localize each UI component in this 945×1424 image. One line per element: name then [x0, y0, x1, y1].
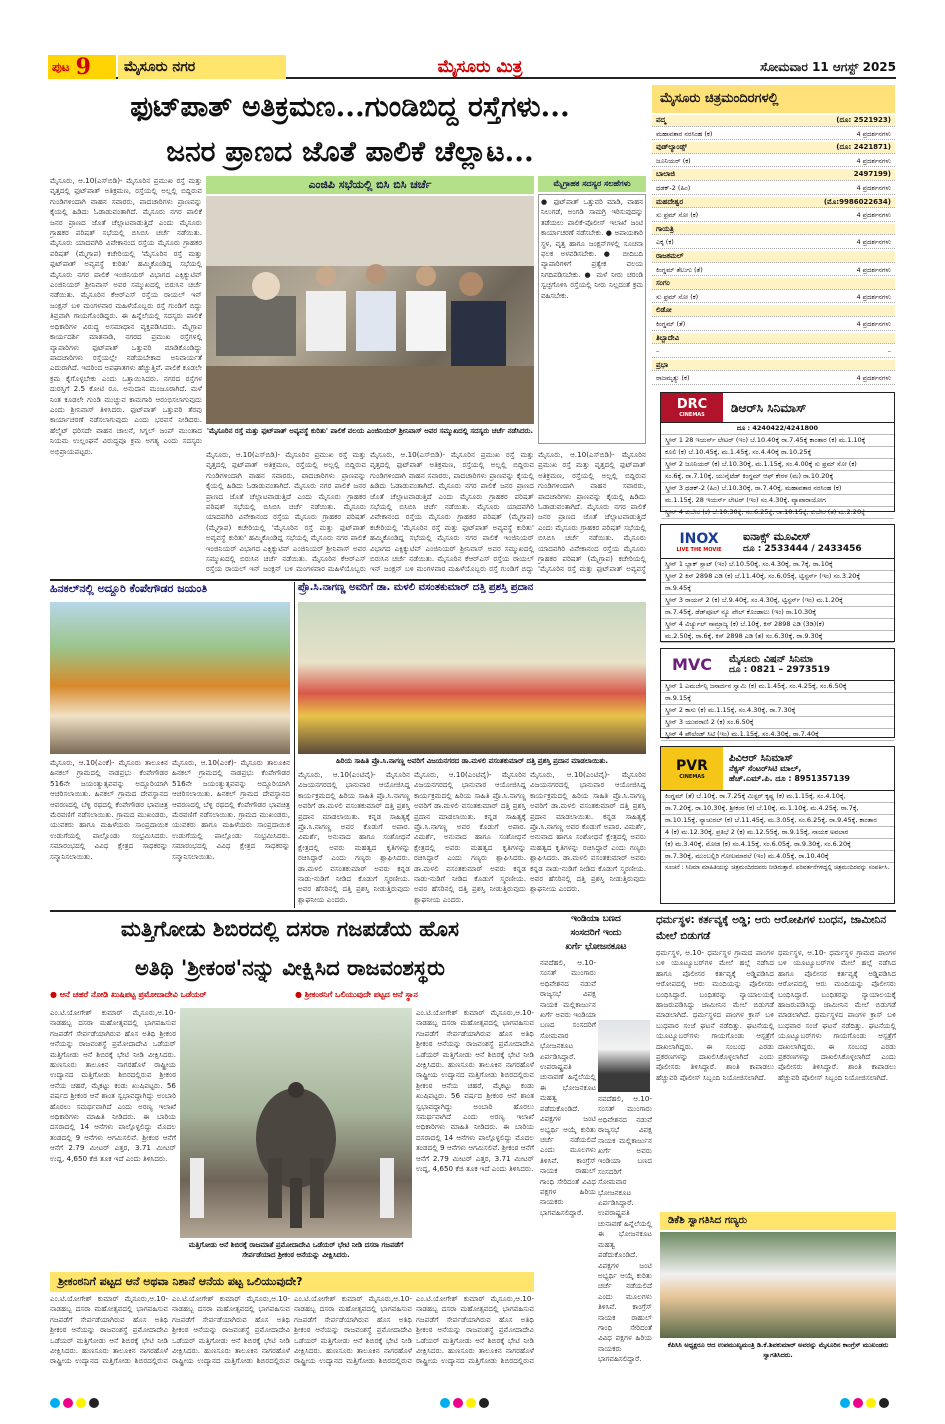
inox-listing-line: ಸ್ಕ್ರೀನ್ 4 ವಿರ್ಚ್ಯುಲ್ ಸಾಮ್ರಾಜ್ಯ (ಕ) ಬೆ.10ಕ್ಕೆ, ಕಿಸ್ 2898 ಎಡಿ (3ಡಿ)(ಕ) [661, 619, 894, 631]
dasara-headline-1: ಮತ್ತಿಗೋಡು ಶಿಬಿರದಲ್ಲಿ ದಸರಾ ಗಜಪಡೆಯ ಹೊಸ [120, 916, 460, 941]
lead-headline-1: ಫುಟ್‌ಪಾತ್ ಅತಿಕ್ರಮಣ...ಗುಂಡಿಬಿದ್ದ ರಸ್ತೆಗಳು... [130, 90, 570, 123]
theatre-name-row [652, 333, 895, 345]
award-photo-caption: ಹಿರಿಯ ಸಾಹಿತಿ ಪ್ರೊ.ಸಿ.ನಾಗಣ್ಣ ಅವರಿಗೆ ವಿಜಯನಗರದ ಡಾ.ಮಳಲಿ ವಸಂತಕುಮಾರ್ ದತ್ತಿ ಪ್ರಶಸ್ತಿ ಪ್ರದಾನ ಮಾಡಲಾಯಿತು. [336, 757, 608, 765]
movie-row-name: ಕಿಂಗ್ಡಮ್ (ತೆ) [656, 320, 686, 328]
movie-row [652, 373, 895, 385]
movie-row [652, 346, 895, 358]
movie-row-info: 4 ಪ್ರದರ್ಶನಗಳು [856, 374, 891, 383]
mvc-listing-line: ಸ್ಕ್ರೀನ್ 4 ಪೌಲೆಂಡ್ ಸಿಟಿ (ಇಂ) ಮ.1.15ಕ್ಕೆ, ಸಂ.4.30ಕ್ಕೆ, ರಾ.7.40ಕ್ಕೆ [661, 729, 894, 741]
movie-row-name: ಸು ಫ್ರಮ್ ಸೋ (ಕ) [656, 211, 699, 220]
section-name: ಮೈಸೂರು ನಗರ [118, 55, 286, 79]
mvc-listings [661, 681, 894, 741]
movie-row-name: ತಿಬ್ಬಾದೇವಿ [656, 333, 680, 342]
movie-row-info: (ದೂ: 2521923) [836, 116, 891, 124]
dasara-box-headline: ಶ್ರೀಕಂಠನಿಗೆ ಪಟ್ಟದ ಆನೆ ಅಥವಾ ನಿಶಾನೆ ಆನೆಯ ಪಟ್ಟ ಒಲಿಯುವುದೇ? [50, 1272, 534, 1292]
divider [50, 579, 646, 581]
pvr-listing-line: 4 (ಕ) ಮ.12.30ಕ್ಕೆ, ಪ್ರತಿಭೆ 2 (ಕ) ಮ.12.55ಕ್ಕೆ, ರಾ.9.15ಕ್ಕೆ, ನಾಯಕ ಅವಲಾರ [661, 827, 894, 839]
dasara-box-col-3: ಎಂ.ಟಿ.ಯೋಗೇಶ್ ಕುಮಾರ್ ಮೈಸೂರು,ಆ.10- ನಾಡಹಬ್ಬ ದಸರಾ ಮಹೋತ್ಸವದಲ್ಲಿ ಭಾಗವಹಿಸುವ ಗಜಪಡೆಗೆ ಸೇರ್ಪಡೆಯಾಗಿರುವ ಹೊಸ ಅತಿಥಿ ಶ್ರೀಕಂಠ ಆನೆಯನ್ನು ರಾಜವಂಶಸ್ಥೆ ಪ್ರಮೋದಾದೇವಿ ಒಡೆಯರ್ ಮತ್ತಿಗೋಡು ಆನೆ ಶಿಬಿರಕ್ಕೆ ಭೇಟಿ ನೀಡಿ ವೀಕ್ಷಿಸಿದರು. ಹುಣಸೂರು ತಾಲೂಕಿನ ನಾಗರಹೊಳೆ ರಾಷ್ಟ್ರೀಯ ಉದ್ಯಾನದ ಮತ್ತಿಗೋಡು ಶಿಬಿರದಲ್ಲಿರುವ [294, 1294, 412, 1366]
page-label: ಪುಟ [52, 59, 70, 74]
movie-row-name: ಸು ಫ್ರಮ್ ಸೋ (ಕ) [656, 292, 699, 301]
kharge-headline-2: ಸಂಸದರಿಗೆ ಇಂದು [570, 928, 622, 938]
pvr-note: ಸೂಚನೆ : ಸಿನಿಮಾ ಮಾಹಿತಿಯನ್ನು ಚಿತ್ರಮಂದಿರದವರು ನೀಡಿರುತ್ತಾರೆ. ಪರಿವರ್ತನೆಗಳಿದ್ದಲ್ಲಿ ಚಿತ್ರಮಂದಿರವನ್ನು ಸಂಪರ್ಕಿಸಿ. [665, 864, 890, 871]
mvc-listing-line: ಸ್ಕ್ರೀನ್ 3 ಯುವರಾಣಿ 2 (ಕ) ಸಂ.6.50ಕ್ಕೆ [661, 717, 894, 729]
dasara-box-col-2: ಎಂ.ಟಿ.ಯೋಗೇಶ್ ಕುಮಾರ್ ಮೈಸೂರು,ಆ.10- ನಾಡಹಬ್ಬ ದಸರಾ ಮಹೋತ್ಸವದಲ್ಲಿ ಭಾಗವಹಿಸುವ ಗಜಪಡೆಗೆ ಸೇರ್ಪಡೆಯಾಗಿರುವ ಹೊಸ ಅತಿಥಿ ಶ್ರೀಕಂಠ ಆನೆಯನ್ನು ರಾಜವಂಶಸ್ಥೆ ಪ್ರಮೋದಾದೇವಿ ಒಡೆಯರ್ ಮತ್ತಿಗೋಡು ಆನೆ ಶಿಬಿರಕ್ಕೆ ಭೇಟಿ ನೀಡಿ ವೀಕ್ಷಿಸಿದರು. ಹುಣಸೂರು ತಾಲೂಕಿನ ನಾಗರಹೊಳೆ ರಾಷ್ಟ್ರೀಯ ಉದ್ಯಾನದ ಮತ್ತಿಗೋಡು ಶಿಬಿರದಲ್ಲಿರುವ [172, 1294, 290, 1366]
award-body-col-2: ಮೈಸೂರು, ಆ.10(ಎಂಟಿವೈ)- ಮೈಸೂರಿನ ವಿಜಯನಗರದಲ್ಲಿ ಭಾನುವಾರ ಆಯೋಜಿಸಿದ್ದ ಕಾರ್ಯಕ್ರಮದಲ್ಲಿ ಹಿರಿಯ ಸಾಹಿತಿ ಪ್ರೊ.ಸಿ.ನಾಗಣ್ಣ ಅವರಿಗೆ ಡಾ.ಮಳಲಿ ವಸಂತಕುಮಾರ್ ದತ್ತಿ ಪ್ರಶಸ್ತಿ ಪ್ರದಾನ ಮಾಡಲಾಯಿತು. ಕನ್ನಡ ಸಾಹಿತ್ಯಕ್ಕೆ ಪ್ರೊ.ಸಿ.ನಾಗಣ್ಣ ಅವರ ಕೊಡುಗೆ ಅಪಾರ. ವಿಮರ್ಶೆ, ಅನುವಾದ ಹಾಗೂ ಸಂಶೋಧನೆ ಕ್ಷೇತ್ರದಲ್ಲಿ ಅವರು ಮಹತ್ವದ ಕೃತಿಗಳನ್ನು ರಚಿಸಿದ್ದಾರೆ ಎಂದು ಗಣ್ಯರು ಶ್ಲಾಘಿಸಿದರು. ಡಾ.ಮಳಲಿ ವಸಂತಕುಮಾರ್ ಅವರು ಕನ್ನಡ ನಾಡು-ನುಡಿಗೆ ನೀಡಿದ ಕೊಡುಗೆ ಸ್ಮರಣೀಯ. ಅವರ ಹೆಸರಿನಲ್ಲಿ ದತ್ತಿ ಪ್ರಶಸ್ತಿ ನೀಡುತ್ತಿರುವುದು ಶ್ಲಾಘನೀಯ ಎಂದರು. [414, 770, 526, 904]
theatre-name-row [652, 251, 895, 263]
movie-row-name: ಸಂಗಂ [656, 279, 670, 288]
theatre-name-row [652, 278, 895, 290]
movie-row [652, 237, 895, 249]
movie-row [652, 210, 895, 222]
award-body-col-3: ಮೈಸೂರು, ಆ.10(ಎಂಟಿವೈ)- ಮೈಸೂರಿನ ವಿಜಯನಗರದಲ್ಲಿ ಭಾನುವಾರ ಆಯೋಜಿಸಿದ್ದ ಕಾರ್ಯಕ್ರಮದಲ್ಲಿ ಹಿರಿಯ ಸಾಹಿತಿ ಪ್ರೊ.ಸಿ.ನಾಗಣ್ಣ ಅವರಿಗೆ ಡಾ.ಮಳಲಿ ವಸಂತಕುಮಾರ್ ದತ್ತಿ ಪ್ರಶಸ್ತಿ ಪ್ರದಾನ ಮಾಡಲಾಯಿತು. ಕನ್ನಡ ಸಾಹಿತ್ಯಕ್ಕೆ ಪ್ರೊ.ಸಿ.ನಾಗಣ್ಣ ಅವರ ಕೊಡುಗೆ ಅಪಾರ. ವಿಮರ್ಶೆ, ಅನುವಾದ ಹಾಗೂ ಸಂಶೋಧನೆ ಕ್ಷೇತ್ರದಲ್ಲಿ ಅವರು ಮಹತ್ವದ ಕೃತಿಗಳನ್ನು ರಚಿಸಿದ್ದಾರೆ ಎಂದು ಗಣ್ಯರು ಶ್ಲಾಘಿಸಿದರು. ಡಾ.ಮಳಲಿ ವಸಂತಕುಮಾರ್ ಅವರು ಕನ್ನಡ ನಾಡು-ನುಡಿಗೆ ನೀಡಿದ ಕೊಡುಗೆ ಸ್ಮರಣೀಯ. ಅವರ ಹೆಸರಿನಲ್ಲಿ ದತ್ತಿ ಪ್ರಶಸ್ತಿ ನೀಡುತ್ತಿರುವುದು ಶ್ಲಾಘನೀಯ ಎಂದರು. [530, 770, 646, 894]
drc-listing-line: ಸ್ಕ್ರೀನ್ 4 ಕುಬೇರ (ಕ) ಬೆ.10.30ಕ್ಕೆ, ಸಂ.6.25ಕ್ಕೆ, ರಾ.10.15ಕ್ಕೆ, ಕುಬೇರ (ತ) ಮ.2.20ಕ್ಕೆ [661, 507, 894, 519]
mvc-listing-line: ಸ್ಕ್ರೀನ್ 1 ಎಮರ್ಜೆನ್ಸಿ ಜನಾರ್ದನ ಸ್ವಾಮಿ (ಕ) ಮ.1.45ಕ್ಕೆ, ಸಂ.4.25ಕ್ಕೆ, ಸಂ.6.50ಕ್ಕೆ [661, 681, 894, 693]
lead-photo-figures [206, 196, 534, 424]
kempegowda-photo [50, 602, 290, 754]
kempegowda-body-col-2: ಮೈಸೂರು, ಆ.10(ಎಂಕೆ)- ಮೈಸೂರು ತಾಲೂಕಿನ ಹಿನಕಲ್ ಗ್ರಾಮದಲ್ಲಿ ನಾಡಪ್ರಭು ಕೆಂಪೇಗೌಡರ 516ನೇ ಜಯಂತ್ಯುತ್ಸವವನ್ನು ಅದ್ದೂರಿಯಾಗಿ ಆಚರಿಸಲಾಯಿತು. ಹಿನಕಲ್ ಗ್ರಾಮದ ದೇವಸ್ಥಾನದ ಆವರಣದಲ್ಲಿ ಬೆಳ್ಳಿ ರಥದಲ್ಲಿ ಕೆಂಪೇಗೌಡರ ಭಾವಚಿತ್ರ ಮೆರವಣಿಗೆ ನಡೆಸಲಾಯಿತು. ಗ್ರಾಮದ ಮುಖಂಡರು, ಯುವಕರು ಹಾಗೂ ಮಹಿಳೆಯರು ಸಾಂಪ್ರದಾಯಿಕ ಉಡುಗೆಯಲ್ಲಿ ಪಾಲ್ಗೊಂಡು ಸಂಭ್ರಮಿಸಿದರು. ಸಮಾರಂಭದಲ್ಲಿ ವಿವಿಧ ಕ್ಷೇತ್ರದ ಸಾಧಕರನ್ನು ಸನ್ಮಾನಿಸಲಾಯಿತು. [172, 758, 290, 861]
pvr-subtitle: ನೆಕ್ಸಸ್ ಸೆಂಟರ್‌ಸಿಟಿ ಮಾಲ್, [729, 764, 802, 773]
movie-row-name: ಮಹದೇಶ್ವರ [656, 197, 684, 206]
dharmasthala-body-col-1: ಧರ್ಮಸ್ಥಳ, ಆ.10- ಧರ್ಮಸ್ಥಳ ಗ್ರಾಮದ ಪಾಂಗಳ ಬಳಿ ಯೂಟ್ಯೂಬರ್‌ಗಳ ಮೇಲೆ ಹಲ್ಲೆ ನಡೆಸಿದ ಹಾಗೂ ಪೊಲೀಸರ ಕರ್ತವ್ಯಕ್ಕೆ ಅಡ್ಡಿಪಡಿಸಿದ ಆರೋಪದಲ್ಲಿ ಆರು ಮಂದಿಯನ್ನು ಪೊಲೀಸರು ಬಂಧಿಸಿದ್ದಾರೆ. ಬಂಧಿತರನ್ನು ನ್ಯಾಯಾಲಯಕ್ಕೆ ಹಾಜರುಪಡಿಸಿದ್ದು ಜಾಮೀನಿನ ಮೇಲೆ ಬಿಡುಗಡೆ ಮಾಡಲಾಗಿದೆ. ಧರ್ಮಸ್ಥಳದ ಪಾಂಗಳ ಕ್ರಾಸ್ ಬಳಿ ಬುಧವಾರ ಸಂಜೆ ಘಟನೆ ನಡೆದಿತ್ತು. ಘಟನೆಯಲ್ಲಿ ಯೂಟ್ಯೂಬರ್‌ಗಳು ಗಾಯಗೊಂಡು ಆಸ್ಪತ್ರೆಗೆ ದಾಖಲಾಗಿದ್ದರು. ಈ ಸಂಬಂಧ ಎರಡು ಪ್ರಕರಣಗಳನ್ನು ದಾಖಲಿಸಿಕೊಳ್ಳಲಾಗಿದೆ ಎಂದು ಪೊಲೀಸರು ತಿಳಿಸಿದ್ದಾರೆ. ಶಾಂತಿ ಕಾಪಾಡಲು ಹೆಚ್ಚುವರಿ ಪೊಲೀಸ್ ಸಿಬ್ಬಂದಿ ನಿಯೋಜಿಸಲಾಗಿದೆ. [656, 948, 774, 1082]
inox-listings [661, 559, 894, 643]
kharge-body-col-1: ನವದೆಹಲಿ, ಆ.10- ಸಂಸತ್ ಮುಂಗಾರು ಅಧಿವೇಶನದ ನಡುವೆ ರಾಜ್ಯಸಭೆ ವಿಪಕ್ಷ ನಾಯಕ ಮಲ್ಲಿಕಾರ್ಜುನ ಖರ್ಗೆ ಅವರು ಇಂಡಿಯಾ ಬಣದ ಸಂಸದರಿಗೆ ಸೋಮವಾರ ಭೋಜನಕೂಟ ಏರ್ಪಡಿಸಿದ್ದಾರೆ. ಉಪರಾಷ್ಟ್ರಪತಿ ಚುನಾವಣೆ ಹಿನ್ನೆಲೆಯಲ್ಲಿ ಈ ಭೋಜನಕೂಟ ಮಹತ್ವ ಪಡೆದುಕೊಂಡಿದೆ. ವಿಪಕ್ಷಗಳ ಜಂಟಿ ಅಭ್ಯರ್ಥಿ ಆಯ್ಕೆ ಕುರಿತು ಚರ್ಚೆ ನಡೆಯಲಿದೆ ಎಂದು ಮೂಲಗಳು ತಿಳಿಸಿವೆ. ಕಾಂಗ್ರೆಸ್ ನಾಯಕ ರಾಹುಲ್ ಗಾಂಧಿ ಸೇರಿದಂತೆ ವಿವಿಧ ಪಕ್ಷಗಳ ಹಿರಿಯ ನಾಯಕರು ಭಾಗವಹಿಸಲಿದ್ದಾರೆ. [540, 958, 596, 1217]
mvc-phone: ದೂ : 0821 – 2973519 [729, 665, 831, 675]
drc-ad [660, 392, 895, 516]
movie-row-name: ಎಕ್ಕ (ಕ) [656, 238, 674, 247]
kempegowda-headline: ಹಿನಕಲ್‌ನಲ್ಲಿ ಅದ್ದೂರಿ ಕೆಂಪೇಗೌಡರ ಜಯಂತಿ [50, 582, 208, 595]
dasara-headline-2: ಅತಿಥಿ 'ಶ್ರೀಕಂಠ'ನನ್ನು ವೀಕ್ಷಿಸಿದ ರಾಜವಂಶಸ್ಥರು [135, 955, 445, 980]
drc-phone: ದೂ : 4240422/4241800 [661, 423, 894, 435]
drc-logo-sub: CINEMAS [679, 412, 705, 418]
kharge-headline-3: ಖರ್ಗೆ ಭೋಜನಕೂಟ [565, 942, 627, 952]
drc-listing-line: ಸ್ಕ್ರೀನ್ 2 ಜೂನಿಯರ್ (ಕ) ಬೆ.10.30ಕ್ಕೆ, ಮ.1.15ಕ್ಕೆ, ಸಂ.4.00ಕ್ಕೆ ಸು ಫ್ರಮ್ ಸೋ (ಕ) [661, 459, 894, 471]
pvr-logo-text: PVR [676, 757, 708, 774]
theatre-name-row [652, 197, 895, 209]
inox-phone: ದೂ : 2533444 / 2433456 [743, 543, 862, 554]
dasara-photo-caption: ಮತ್ತಿಗೋಡು ಆನೆ ಶಿಬಿರಕ್ಕೆ ರಾಜಮಾತೆ ಪ್ರಮೋದಾದೇವಿ ಒಡೆಯರ್ ಭೇಟಿ ನೀಡಿ ದಸರಾ ಗಜಪಡೆಗೆ ಸೇರ್ಪಡೆಯಾದ ಶ್ರೀಕಂಠ ಆನೆಯನ್ನು ವೀಕ್ಷಿಸಿದರು. [188, 1241, 404, 1259]
movie-row-name: ಗಾಯತ್ರಿ [656, 224, 674, 233]
registration-marks-right [840, 1398, 889, 1408]
inox-listing-line: ಸ್ಕ್ರೀನ್ 2 ಕಿಸ್ 2898 ಎಡಿ (ಕ) ಬೆ.11.40ಕ್ಕೆ, ಸಂ.6.05ಕ್ಕೆ, ಟ್ವಿಸ್ಟರ್ಸ್ (ಇಂ) ಸಂ.3.20ಕ್ಕೆ [661, 571, 894, 583]
movie-row-name: ಪ್ರಭಾ [656, 360, 669, 369]
movie-row-info: 4 ಪ್ರದರ್ಶನಗಳು [856, 265, 891, 274]
movie-row [652, 292, 895, 304]
dharmasthala-headline: ಧರ್ಮಸ್ಥಳ: ಕರ್ತವ್ಯಕ್ಕೆ ಅಡ್ಡಿ; ಆರು ಆರೋಪಿಗಳ ಬಂಧನ, ಜಾಮೀನಿನ ಮೇಲೆ ಬಿಡುಗಡೆ [656, 914, 887, 942]
pvr-logo [661, 747, 723, 790]
theatre-name-row [652, 360, 895, 372]
inox-ad [660, 524, 895, 642]
drc-listing-line: ಮ.1.15ಕ್ಕೆ, 28 ಇಯರ್ಸ್ ಲೇಟರ್ (ಇಂ) ಸಂ.4.30ಕ್ಕೆ, ವ್ಯಾಪಾರಾಯೋಗ [661, 495, 894, 507]
movie-row-name: ರಾಜಕಮಲ್ [656, 252, 684, 260]
dasara-sub-2: ● ಶ್ರೀಕಂಠನಿಗೆ ಒಲಿಯುವುದೇ ಪಟ್ಟದ ಆನೆ ಸ್ಥಾನ [295, 990, 418, 999]
drc-listings [661, 435, 894, 519]
movie-row-info: – [887, 347, 891, 356]
movie-row-name: – [656, 347, 660, 356]
dasara-box-col-4: ಎಂ.ಟಿ.ಯೋಗೇಶ್ ಕುಮಾರ್ ಮೈಸೂರು,ಆ.10- ನಾಡಹಬ್ಬ ದಸರಾ ಮಹೋತ್ಸವದಲ್ಲಿ ಭಾಗವಹಿಸುವ ಗಜಪಡೆಗೆ ಸೇರ್ಪಡೆಯಾಗಿರುವ ಹೊಸ ಅತಿಥಿ ಶ್ರೀಕಂಠ ಆನೆಯನ್ನು ರಾಜವಂಶಸ್ಥೆ ಪ್ರಮೋದಾದೇವಿ ಒಡೆಯರ್ ಮತ್ತಿಗೋಡು ಆನೆ ಶಿಬಿರಕ್ಕೆ ಭೇಟಿ ನೀಡಿ ವೀಕ್ಷಿಸಿದರು. ಹುಣಸೂರು ತಾಲೂಕಿನ ನಾಗರಹೊಳೆ ರಾಷ್ಟ್ರೀಯ ಉದ್ಯಾನದ ಮತ್ತಿಗೋಡು ಶಿಬಿರದಲ್ಲಿರುವ [416, 1294, 534, 1366]
movie-row-info: 4 ಪ್ರದರ್ಶನಗಳು [856, 211, 891, 220]
dasara-body-col-2: ಎಂ.ಟಿ.ಯೋಗೇಶ್ ಕುಮಾರ್ ಮೈಸೂರು,ಆ.10- ನಾಡಹಬ್ಬ ದಸರಾ ಮಹೋತ್ಸವದಲ್ಲಿ ಭಾಗವಹಿಸುವ ಗಜಪಡೆಗೆ ಸೇರ್ಪಡೆಯಾಗಿರುವ ಹೊಸ ಅತಿಥಿ ಶ್ರೀಕಂಠ ಆನೆಯನ್ನು ರಾಜವಂಶಸ್ಥೆ ಪ್ರಮೋದಾದೇವಿ ಒಡೆಯರ್ ಮತ್ತಿಗೋಡು ಆನೆ ಶಿಬಿರಕ್ಕೆ ಭೇಟಿ ನೀಡಿ ವೀಕ್ಷಿಸಿದರು. ಹುಣಸೂರು ತಾಲೂಕಿನ ನಾಗರಹೊಳೆ ರಾಷ್ಟ್ರೀಯ ಉದ್ಯಾನದ ಮತ್ತಿಗೋಡು ಶಿಬಿರದಲ್ಲಿರುವ ಶ್ರೀಕಂಠ ಆನೆಯ ಚಹರೆ, ಮೈಕಟ್ಟು ಕಂಡು ಖುಷಿಪಟ್ಟರು. 56 ವರ್ಷದ ಶ್ರೀಕಂಠ ಆನೆ ಶಾಂತ ಸ್ವಭಾವದ್ದಾಗಿದ್ದು ಅಂಬಾರಿ ಹೊರಲು ಸಮರ್ಥವಾಗಿದೆ ಎಂದು ಅರಣ್ಯ ಇಲಾಖೆ ಅಧಿಕಾರಿಗಳು ಮಾಹಿತಿ ನೀಡಿದರು. ಈ ಬಾರಿಯ ದಸರಾದಲ್ಲಿ 14 ಆನೆಗಳು ಪಾಲ್ಗೊಳ್ಳಲಿದ್ದು ಮೊದಲ ತಂಡದಲ್ಲಿ 9 ಆನೆಗಳು ಆಗಮಿಸಲಿವೆ. ಶ್ರೀಕಂಠ ಆನೆಗೆ ಆನೆಗೆ 2.79 ಮೀಟರ್ ಎತ್ತರ, 3.71 ಮೀಟರ್ ಉದ್ದ, 4,650 ಕೆಜಿ ತೂಕ ಇದೆ ಎಂದು ತಿಳಿಸಿದರು. [416, 1008, 534, 1174]
lead-subhead: ಎಂಜಿಪಿ ಸಭೆಯಲ್ಲಿ ಬಿಸಿ ಬಿಸಿ ಚರ್ಚೆ [206, 176, 534, 194]
pvr-listing-line: ಕಿಂಗ್ಡಮ್ (ತೆ) ಬೆ.10ಕ್ಕೆ, ರಾ.7.25ಕ್ಕೆ ಮಿಸ್ಟರ್ ಕೃಷ್ಣ (ಕ) ಮ.1.15ಕ್ಕೆ, ಸಂ.4.10ಕ್ಕೆ, [661, 791, 894, 803]
pvr-logo-sub: CINEMAS [679, 773, 705, 780]
inox-title: ಐನಾಕ್ಸ್ ಮೂವೀಸ್ [743, 529, 811, 543]
registration-marks-center [440, 1398, 489, 1408]
inox-logo-text: INOX [679, 530, 719, 547]
pvr-listing-line: ರಾ.7.30ಕ್ಕೆ, ಮುಂಬಲ್ಲಿರಿ ಗೋಲಮಾರಲೆ (ಇಂ) ಮ.4.05ಕ್ಕೆ, ರಾ.10.40ಕ್ಕೆ [661, 851, 894, 863]
drc-logo-text: DRC [676, 397, 708, 412]
dasara-box-col-1: ಎಂ.ಟಿ.ಯೋಗೇಶ್ ಕುಮಾರ್ ಮೈಸೂರು,ಆ.10- ನಾಡಹಬ್ಬ ದಸರಾ ಮಹೋತ್ಸವದಲ್ಲಿ ಭಾಗವಹಿಸುವ ಗಜಪಡೆಗೆ ಸೇರ್ಪಡೆಯಾಗಿರುವ ಹೊಸ ಅತಿಥಿ ಶ್ರೀಕಂಠ ಆನೆಯನ್ನು ರಾಜವಂಶಸ್ಥೆ ಪ್ರಮೋದಾದೇವಿ ಒಡೆಯರ್ ಮತ್ತಿಗೋಡು ಆನೆ ಶಿಬಿರಕ್ಕೆ ಭೇಟಿ ನೀಡಿ ವೀಕ್ಷಿಸಿದರು. ಹುಣಸೂರು ತಾಲೂಕಿನ ನಾಗರಹೊಳೆ ರಾಷ್ಟ್ರೀಯ ಉದ್ಯಾನದ ಮತ್ತಿಗೋಡು ಶಿಬಿರದಲ್ಲಿರುವ [50, 1294, 168, 1366]
theatre-name-row [652, 142, 895, 154]
theatre-name-row [652, 115, 895, 127]
inox-logo [661, 525, 737, 558]
movie-row-name: ಜೂನಿಯರ್ (ಕ) [656, 156, 691, 165]
dharmasthala-body-col-2: ಧರ್ಮಸ್ಥಳ, ಆ.10- ಧರ್ಮಸ್ಥಳ ಗ್ರಾಮದ ಪಾಂಗಳ ಬಳಿ ಯೂಟ್ಯೂಬರ್‌ಗಳ ಮೇಲೆ ಹಲ್ಲೆ ನಡೆಸಿದ ಹಾಗೂ ಪೊಲೀಸರ ಕರ್ತವ್ಯಕ್ಕೆ ಅಡ್ಡಿಪಡಿಸಿದ ಆರೋಪದಲ್ಲಿ ಆರು ಮಂದಿಯನ್ನು ಪೊಲೀಸರು ಬಂಧಿಸಿದ್ದಾರೆ. ಬಂಧಿತರನ್ನು ನ್ಯಾಯಾಲಯಕ್ಕೆ ಹಾಜರುಪಡಿಸಿದ್ದು ಜಾಮೀನಿನ ಮೇಲೆ ಬಿಡುಗಡೆ ಮಾಡಲಾಗಿದೆ. ಧರ್ಮಸ್ಥಳದ ಪಾಂಗಳ ಕ್ರಾಸ್ ಬಳಿ ಬುಧವಾರ ಸಂಜೆ ಘಟನೆ ನಡೆದಿತ್ತು. ಘಟನೆಯಲ್ಲಿ ಯೂಟ್ಯೂಬರ್‌ಗಳು ಗಾಯಗೊಂಡು ಆಸ್ಪತ್ರೆಗೆ ದಾಖಲಾಗಿದ್ದರು. ಈ ಸಂಬಂಧ ಎರಡು ಪ್ರಕರಣಗಳನ್ನು ದಾಖಲಿಸಿಕೊಳ್ಳಲಾಗಿದೆ ಎಂದು ಪೊಲೀಸರು ತಿಳಿಸಿದ್ದಾರೆ. ಶಾಂತಿ ಕಾಪಾಡಲು ಹೆಚ್ಚುವರಿ ಪೊಲೀಸ್ ಸಿಬ್ಬಂದಿ ನಿಯೋಜಿಸಲಾಗಿದೆ. [778, 948, 896, 1082]
pvr-listings [661, 791, 894, 863]
award-headline: ಪ್ರೊ.ಸಿ.ನಾಗಣ್ಣ ಅವರಿಗೆ ಡಾ. ಮಳಲಿ ವಸಂತಕುಮಾರ್ ದತ್ತಿ ಪ್ರಶಸ್ತಿ ಪ್ರದಾನ [298, 582, 534, 593]
lead-body-col-3: ಮೈಸೂರು, ಆ.10(ಎಸ್‌ಬಿಡಿ)- ಮೈಸೂರಿನ ಪ್ರಮುಖ ರಸ್ತೆ ಮತ್ತು ವೃತ್ತದಲ್ಲಿ ಫುಟ್‌ಪಾತ್ ಅತಿಕ್ರಮಣ, ರಸ್ತೆಯಲ್ಲಿ ಅಲ್ಲಲ್ಲಿ ಬಿದ್ದಿರುವ ಗುಂಡಿಗಳಿಂದಾಗಿ ವಾಹನ ಸವಾರರು, ಪಾದಚಾರಿಗಳು ಪ್ರಾಣವನ್ನು ಕೈಯಲ್ಲಿ ಹಿಡಿದು ಓಡಾಡುವಂತಾಗಿದೆ. ಮೈಸೂರು ನಗರ ಪಾಲಿಕೆ ಜನರ ಪ್ರಾಣದ ಜೊತೆ ಚೆಲ್ಲಾಟವಾಡುತ್ತಿದೆ ಎಂದು ಮೈಸೂರು ಗ್ರಾಹಕರ ಪರಿಷತ್ ಸಭೆಯಲ್ಲಿ ಬಿಸಿಬಿಸಿ ಚರ್ಚೆ ನಡೆಯಿತು. ಮೈಸೂರು ಯಾದವಗಿರಿ ವಿವೇಕಾನಂದ ರಸ್ತೆಯ ಮೈಸೂರು ಗ್ರಾಹಕರ ಪರಿಷತ್ (ಮೈಗ್ರಾಪ) ಕಚೇರಿಯಲ್ಲಿ 'ಮೈಸೂರಿನ ರಸ್ತೆ ಮತ್ತು ಫುಟ್‌ಪಾತ್ ಅವ್ಯವಸ್ಥೆ ಕುರಿತು' ಹಮ್ಮಿಕೊಂಡಿದ್ದ ಸಭೆಯಲ್ಲಿ ಮೈಸೂರು ನಗರ ಪಾಲಿಕೆ ಇಂಜಿನಿಯರ್ ವಿಭಾಗದ ಎಕ್ಸಿಕ್ಯುಟಿವ್ ಎಂಜಿನಿಯರ್ ಶ್ರೀನಿವಾಸ್ ಅವರ ಸಮ್ಮುಖದಲ್ಲಿ ಬಿರುಸಿನ ಚರ್ಚೆ ನಡೆಯಿತು. ಮೈಸೂರಿನ ಕೆಆರ್‌ಎಸ್ ರಸ್ತೆಯ ರಾಯಲ್ ಇನ್ ಜಂಕ್ಷನ್ ಬಳಿ ಮಂಗಳವಾರ ಮಹಿಳೆಯೊಬ್ಬರು ರಸ್ತೆ ಗುಂಡಿಗೆ ಬಿದ್ದು [370, 450, 534, 574]
dasara-sub-1: ● ಆನೆ ಚಹರೆ ನೋಡಿ ಖುಷಿಪಟ್ಟ ಪ್ರಮೋದಾದೇವಿ ಒಡೆಯರ್ [50, 990, 207, 999]
movie-row [652, 183, 895, 195]
inox-listing-line: ರಾ.9.45ಕ್ಕೆ [661, 583, 894, 595]
drc-listing-line: ಸ್ಕ್ರೀನ್ 1 28 ಇಯರ್ಸ್ ಲೇಟರ್ (ಇಂ) ಬೆ.10.40ಕ್ಕೆ ರಾ.7.45ಕ್ಕೆ ಕಾಂತಾರ (ಕ) ಮ.1.10ಕ್ಕೆ [661, 435, 894, 447]
theatre-name-row [652, 305, 895, 317]
movie-row-name: ಬಾಲಾಜಿ [656, 170, 675, 179]
movie-row-name: ವುಡ್‌ಲ್ಯಾಂಡ್ಸ್ [656, 143, 687, 152]
page-badge [48, 55, 116, 79]
lead-photo-caption: 'ಮೈಸೂರಿನ ರಸ್ತೆ ಮತ್ತು ಫುಟ್‌ಪಾತ್ ಅವ್ಯವಸ್ಥೆ ಕುರಿತು' ಪಾಲಿಕೆ ವಲಯ ಎಂಜಿನಿಯರ್ ಶ್ರೀನಿವಾಸ್ ಅವರ ಸಮ್ಮುಖದಲ್ಲಿ ಸದಸ್ಯರು ಚರ್ಚೆ ನಡೆಸಿದರು. [206, 427, 534, 435]
movie-row-name: ಕಿಂಗ್ಡಮ್ ತೆಲುಗು (ತೆ) [656, 265, 703, 274]
paper-name: ಮೈಸೂರು ಮಿತ್ರ [437, 57, 523, 77]
pvr-listing-line: (ಕ) ಮ.3.40ಕ್ಕೆ, ಮೋಡ (ಕ) ಸಂ.4.15ಕ್ಕೆ, ಸಂ.6.05ಕ್ಕೆ, ರಾ.9.30ಕ್ಕೆ, ಸಂ.6.20ಕ್ಕೆ [661, 839, 894, 851]
movie-row-info: 4 ಪ್ರದರ್ಶನಗಳು [856, 320, 891, 328]
movie-row-name: ಧಡಕ್-2 (ಹಿಂ) [656, 184, 691, 192]
movie-row-info: 4 ಪ್ರದರ್ಶನಗಳು [856, 184, 891, 192]
drc-title: ಡಿಆರ್‌ಸಿ ಸಿನಿಮಾಸ್ [731, 401, 807, 415]
kempegowda-body-col-1: ಮೈಸೂರು, ಆ.10(ಎಂಕೆ)- ಮೈಸೂರು ತಾಲೂಕಿನ ಹಿನಕಲ್ ಗ್ರಾಮದಲ್ಲಿ ನಾಡಪ್ರಭು ಕೆಂಪೇಗೌಡರ 516ನೇ ಜಯಂತ್ಯುತ್ಸವವನ್ನು ಅದ್ದೂರಿಯಾಗಿ ಆಚರಿಸಲಾಯಿತು. ಹಿನಕಲ್ ಗ್ರಾಮದ ದೇವಸ್ಥಾನದ ಆವರಣದಲ್ಲಿ ಬೆಳ್ಳಿ ರಥದಲ್ಲಿ ಕೆಂಪೇಗೌಡರ ಭಾವಚಿತ್ರ ಮೆರವಣಿಗೆ ನಡೆಸಲಾಯಿತು. ಗ್ರಾಮದ ಮುಖಂಡರು, ಯುವಕರು ಹಾಗೂ ಮಹಿಳೆಯರು ಸಾಂಪ್ರದಾಯಿಕ ಉಡುಗೆಯಲ್ಲಿ ಪಾಲ್ಗೊಂಡು ಸಂಭ್ರಮಿಸಿದರು. ಸಮಾರಂಭದಲ್ಲಿ ವಿವಿಧ ಕ್ಷೇತ್ರದ ಸಾಧಕರನ್ನು ಸನ್ಮಾನಿಸಲಾಯಿತು. [50, 758, 168, 861]
movie-row-info: 4 ಪ್ರದರ್ಶನಗಳು [856, 238, 891, 247]
dasara-body-col-1: ಎಂ.ಟಿ.ಯೋಗೇಶ್ ಕುಮಾರ್ ಮೈಸೂರು,ಆ.10- ನಾಡಹಬ್ಬ ದಸರಾ ಮಹೋತ್ಸವದಲ್ಲಿ ಭಾಗವಹಿಸುವ ಗಜಪಡೆಗೆ ಸೇರ್ಪಡೆಯಾಗಿರುವ ಹೊಸ ಅತಿಥಿ ಶ್ರೀಕಂಠ ಆನೆಯನ್ನು ರಾಜವಂಶಸ್ಥೆ ಪ್ರಮೋದಾದೇವಿ ಒಡೆಯರ್ ಮತ್ತಿಗೋಡು ಆನೆ ಶಿಬಿರಕ್ಕೆ ಭೇಟಿ ನೀಡಿ ವೀಕ್ಷಿಸಿದರು. ಹುಣಸೂರು ತಾಲೂಕಿನ ನಾಗರಹೊಳೆ ರಾಷ್ಟ್ರೀಯ ಉದ್ಯಾನದ ಮತ್ತಿಗೋಡು ಶಿಬಿರದಲ್ಲಿರುವ ಶ್ರೀಕಂಠ ಆನೆಯ ಚಹರೆ, ಮೈಕಟ್ಟು ಕಂಡು ಖುಷಿಪಟ್ಟರು. 56 ವರ್ಷದ ಶ್ರೀಕಂಠ ಆನೆ ಶಾಂತ ಸ್ವಭಾವದ್ದಾಗಿದ್ದು ಅಂಬಾರಿ ಹೊರಲು ಸಮರ್ಥವಾಗಿದೆ ಎಂದು ಅರಣ್ಯ ಇಲಾಖೆ ಅಧಿಕಾರಿಗಳು ಮಾಹಿತಿ ನೀಡಿದರು. ಈ ಬಾರಿಯ ದಸರಾದಲ್ಲಿ 14 ಆನೆಗಳು ಪಾಲ್ಗೊಳ್ಳಲಿದ್ದು ಮೊದಲ ತಂಡದಲ್ಲಿ 9 ಆನೆಗಳು ಆಗಮಿಸಲಿವೆ. ಶ್ರೀಕಂಠ ಆನೆಗೆ ಆನೆಗೆ 2.79 ಮೀಟರ್ ಎತ್ತರ, 3.71 ಮೀಟರ್ ಉದ್ದ, 4,650 ಕೆಜಿ ತೂಕ ಇದೆ ಎಂದು ತಿಳಿಸಿದರು. [50, 1008, 176, 1163]
theatre-name-row [652, 224, 895, 236]
inox-listing-line: ರಾ.7.45ಕ್ಕೆ, ಡೆಡ್‌ಪೂಲ್ ನ್ಯೂ ವೇಲ್ ಕೊಂಡಾಲು (ಇಂ) ರಾ.10.30ಕ್ಕೆ [661, 607, 894, 619]
mvc-listing-line: ರಾ.9.15ಕ್ಕೆ [661, 693, 894, 705]
pvr-phone: ಹೆಚ್.ಎಮ್.ಪಿ. ದೂ : 8951357139 [729, 774, 850, 783]
mvc-logo: MVC [661, 649, 723, 680]
movie-row-name: ಪದ್ಮ [656, 116, 666, 124]
page-number: 9 [75, 54, 91, 80]
movie-row [652, 265, 895, 277]
pvr-listing-line: ರಾ.10.15ಕ್ಕೆ, ನ್ಯಾಚುರಲ್ (ಕ) ಬೆ.11.45ಕ್ಕೆ, ಮ.3.05ಕ್ಕೆ, ಸಂ.6.25ಕ್ಕೆ, ರಾ.9.45ಕ್ಕೆ, ಕಾಂತಾರ [661, 815, 894, 827]
movie-row-info: 4 ಪ್ರದರ್ಶನಗಳು [856, 129, 891, 138]
movie-row-info: 2497199) [853, 170, 891, 179]
dks-photo [660, 1232, 896, 1338]
lead-body-col-4: ಮೈಸೂರು, ಆ.10(ಎಸ್‌ಬಿಡಿ)- ಮೈಸೂರಿನ ಪ್ರಮುಖ ರಸ್ತೆ ಮತ್ತು ವೃತ್ತದಲ್ಲಿ ಫುಟ್‌ಪಾತ್ ಅತಿಕ್ರಮಣ, ರಸ್ತೆಯಲ್ಲಿ ಅಲ್ಲಲ್ಲಿ ಬಿದ್ದಿರುವ ಗುಂಡಿಗಳಿಂದಾಗಿ ವಾಹನ ಸವಾರರು, ಪಾದಚಾರಿಗಳು ಪ್ರಾಣವನ್ನು ಕೈಯಲ್ಲಿ ಹಿಡಿದು ಓಡಾಡುವಂತಾಗಿದೆ. ಮೈಸೂರು ನಗರ ಪಾಲಿಕೆ ಜನರ ಪ್ರಾಣದ ಜೊತೆ ಚೆಲ್ಲಾಟವಾಡುತ್ತಿದೆ ಎಂದು ಮೈಸೂರು ಗ್ರಾಹಕರ ಪರಿಷತ್ ಸಭೆಯಲ್ಲಿ ಬಿಸಿಬಿಸಿ ಚರ್ಚೆ ನಡೆಯಿತು. ಮೈಸೂರು ಯಾದವಗಿರಿ ವಿವೇಕಾನಂದ ರಸ್ತೆಯ ಮೈಸೂರು ಗ್ರಾಹಕರ ಪರಿಷತ್ (ಮೈಗ್ರಾಪ) ಕಚೇರಿಯಲ್ಲಿ 'ಮೈಸೂರಿನ ರಸ್ತೆ ಮತ್ತು ಫುಟ್‌ಪಾತ್ ಅವ್ಯವಸ್ಥೆ [538, 450, 646, 574]
dks-headline: ಡಿಕೆಶಿ ಸ್ವಾಗತಿಸಿದ ಗಣ್ಯರು [660, 1212, 896, 1230]
award-body-col-1: ಮೈಸೂರು, ಆ.10(ಎಂಟಿವೈ)- ಮೈಸೂರಿನ ವಿಜಯನಗರದಲ್ಲಿ ಭಾನುವಾರ ಆಯೋಜಿಸಿದ್ದ ಕಾರ್ಯಕ್ರಮದಲ್ಲಿ ಹಿರಿಯ ಸಾಹಿತಿ ಪ್ರೊ.ಸಿ.ನಾಗಣ್ಣ ಅವರಿಗೆ ಡಾ.ಮಳಲಿ ವಸಂತಕುಮಾರ್ ದತ್ತಿ ಪ್ರಶಸ್ತಿ ಪ್ರದಾನ ಮಾಡಲಾಯಿತು. ಕನ್ನಡ ಸಾಹಿತ್ಯಕ್ಕೆ ಪ್ರೊ.ಸಿ.ನಾಗಣ್ಣ ಅವರ ಕೊಡುಗೆ ಅಪಾರ. ವಿಮರ್ಶೆ, ಅನುವಾದ ಹಾಗೂ ಸಂಶೋಧನೆ ಕ್ಷೇತ್ರದಲ್ಲಿ ಅವರು ಮಹತ್ವದ ಕೃತಿಗಳನ್ನು ರಚಿಸಿದ್ದಾರೆ ಎಂದು ಗಣ್ಯರು ಶ್ಲಾಘಿಸಿದರು. ಡಾ.ಮಳಲಿ ವಸಂತಕುಮಾರ್ ಅವರು ಕನ್ನಡ ನಾಡು-ನುಡಿಗೆ ನೀಡಿದ ಕೊಡುಗೆ ಸ್ಮರಣೀಯ. ಅವರ ಹೆಸರಿನಲ್ಲಿ ದತ್ತಿ ಪ್ರಶಸ್ತಿ ನೀಡುತ್ತಿರುವುದು ಶ್ಲಾಘನೀಯ ಎಂದರು. [298, 770, 410, 904]
award-photo [298, 602, 646, 754]
movie-row-info: (ಮೊ:9986022634) [823, 197, 891, 206]
kharge-photo [598, 1020, 650, 1092]
movie-row [652, 129, 895, 141]
drc-listing-line: ಕೂಲಿ (ಕ) ಬೆ.10.45ಕ್ಕೆ, ಮ.1.45ಕ್ಕೆ, ಸಂ.4.40ಕ್ಕೆ ರಾ.10.25ಕ್ಕೆ [661, 447, 894, 459]
tips-box-body: ● ಫುಟ್‌ಪಾತ್ ಒತ್ತುವರಿ ಮಾಡಿ, ವಾಹನ ನಿಲುಗಡೆ, ಅಂಗಡಿ ಸಾಮಗ್ರಿ ಇರಿಸುವುದನ್ನು ತಡೆಯಲು ಪಾಲಿಕೆ-ಪೊಲೀಸ್ ಇಲಾಖೆ ಜಂಟಿ ಕಾರ್ಯಾಚರಣೆ ನಡೆಸಬೇಕು. ● ಅಪಾಯಕಾರಿ ಸ್ಥಳ, ವೃತ್ತ ಹಾಗೂ ಜಂಕ್ಷನ್‌ಗಳಲ್ಲಿ ಸೂಚನಾ ಫಲಕ ಅಳವಡಿಸಬೇಕು. ● ಬೀದಿಬದಿ ವ್ಯಾಪಾರಿಗಳಿಗೆ ಪ್ರತ್ಯೇಕ ವಲಯ ನಿಗದಿಪಡಿಸಬೇಕು. ● ಮಳೆ ನೀರು ಚರಂಡಿ ಸ್ವಚ್ಛಗೊಳಿಸಿ ರಸ್ತೆಯಲ್ಲಿ ನೀರು ನಿಲ್ಲದಂತೆ ಕ್ರಮ ವಹಿಸಬೇಕು. [538, 194, 646, 444]
kharge-headline-1: ಇಂಡಿಯಾ ಬಣದ [571, 914, 621, 924]
inox-listing-line: ಮ.2.50ಕ್ಕೆ, ರಾ.6ಕ್ಕೆ, ಕಿಸ್ 2898 ಎಡಿ (ತ) ಸಂ.6.30ಕ್ಕೆ, ರಾ.9.30ಕ್ಕೆ [661, 631, 894, 643]
movie-row [652, 319, 895, 331]
pvr-ad [660, 746, 895, 904]
inox-listing-line: ಸ್ಕ್ರೀನ್ 3 ರಾಯನ್ 2 (ಕ) ಬೆ.9.40ಕ್ಕೆ, ಸಂ.4.30ಕ್ಕೆ, ಟ್ವಿಸ್ಟರ್ಸ್ (ಇಂ) ಮ.1.20ಕ್ಕೆ [661, 595, 894, 607]
registration-marks-left [50, 1398, 99, 1408]
inox-logo-sub: LIVE THE MOVIE [676, 546, 722, 553]
dasara-photo [180, 1008, 412, 1238]
movies-title: ಮೈಸೂರು ಚಿತ್ರಮಂದಿರಗಳಲ್ಲಿ [652, 85, 895, 113]
kharge-body-col-2: ನವದೆಹಲಿ, ಆ.10- ಸಂಸತ್ ಮುಂಗಾರು ಅಧಿವೇಶನದ ನಡುವೆ ರಾಜ್ಯಸಭೆ ವಿಪಕ್ಷ ನಾಯಕ ಮಲ್ಲಿಕಾರ್ಜುನ ಖರ್ಗೆ ಅವರು ಇಂಡಿಯಾ ಬಣದ ಸಂಸದರಿಗೆ ಸೋಮವಾರ ಭೋಜನಕೂಟ ಏರ್ಪಡಿಸಿದ್ದಾರೆ. ಉಪರಾಷ್ಟ್ರಪತಿ ಚುನಾವಣೆ ಹಿನ್ನೆಲೆಯಲ್ಲಿ ಈ ಭೋಜನಕೂಟ ಮಹತ್ವ ಪಡೆದುಕೊಂಡಿದೆ. ವಿಪಕ್ಷಗಳ ಜಂಟಿ ಅಭ್ಯರ್ಥಿ ಆಯ್ಕೆ ಕುರಿತು ಚರ್ಚೆ ನಡೆಯಲಿದೆ ಎಂದು ಮೂಲಗಳು ತಿಳಿಸಿವೆ. ಕಾಂಗ್ರೆಸ್ ನಾಯಕ ರಾಹುಲ್ ಗಾಂಧಿ ಸೇರಿದಂತೆ ವಿವಿಧ ಪಕ್ಷಗಳ ಹಿರಿಯ ನಾಯಕರು ಭಾಗವಹಿಸಲಿದ್ದಾರೆ. [598, 1094, 652, 1364]
movie-row-info: (ದೂ: 2421871) [836, 143, 891, 152]
mvc-ad [660, 648, 895, 738]
inox-listing-line: ಸ್ಕ್ರೀನ್ 1 ಬ್ಲಾಕ್ ಸ್ಲಾಟ್ (ಇಂ) ಬೆ.10.50ಕ್ಕೆ, ಸಂ.4.30ಕ್ಕೆ, ರಾ.7ಕ್ಕೆ, ರಾ.10ಕ್ಕೆ [661, 559, 894, 571]
lead-headline-2: ಜನರ ಪ್ರಾಣದ ಜೊತೆ ಪಾಲಿಕೆ ಚೆಲ್ಲಾಟ... [166, 135, 534, 168]
drc-listing-line: ಸ್ಕ್ರೀನ್ 3 ಧಡಕ್-2 (ಹಿಂ) ಬೆ.10.30ಕ್ಕೆ, ರಾ.7.40ಕ್ಕೆ, ಮಹಾವತಾರ ನರಸಿಂಹ (ಕ) [661, 483, 894, 495]
movie-row [652, 156, 895, 168]
mvc-listing-line: ಸ್ಕ್ರೀನ್ 2 ಕಾಸು (ಕ) ಮ.1.15ಕ್ಕೆ, ಸಂ.4.30ಕ್ಕೆ, ರಾ.7.30ಕ್ಕೆ [661, 705, 894, 717]
pvr-listing-line: ರಾ.7.20ಕ್ಕೆ, ರಾ.10.30ಕ್ಕೆ, ಶ್ರೀಕಂಠ (ಕ) ಬೆ.10ಕ್ಕೆ, ಮ.1.10ಕ್ಕೆ, ಮ.4.25ಕ್ಕೆ, ರಾ.7ಕ್ಕೆ, [661, 803, 894, 815]
drc-logo [661, 393, 723, 422]
lead-body-col-2: ಮೈಸೂರು, ಆ.10(ಎಸ್‌ಬಿಡಿ)- ಮೈಸೂರಿನ ಪ್ರಮುಖ ರಸ್ತೆ ಮತ್ತು ವೃತ್ತದಲ್ಲಿ ಫುಟ್‌ಪಾತ್ ಅತಿಕ್ರಮಣ, ರಸ್ತೆಯಲ್ಲಿ ಅಲ್ಲಲ್ಲಿ ಬಿದ್ದಿರುವ ಗುಂಡಿಗಳಿಂದಾಗಿ ವಾಹನ ಸವಾರರು, ಪಾದಚಾರಿಗಳು ಪ್ರಾಣವನ್ನು ಕೈಯಲ್ಲಿ ಹಿಡಿದು ಓಡಾಡುವಂತಾಗಿದೆ. ಮೈಸೂರು ನಗರ ಪಾಲಿಕೆ ಜನರ ಪ್ರಾಣದ ಜೊತೆ ಚೆಲ್ಲಾಟವಾಡುತ್ತಿದೆ ಎಂದು ಮೈಸೂರು ಗ್ರಾಹಕರ ಪರಿಷತ್ ಸಭೆಯಲ್ಲಿ ಬಿಸಿಬಿಸಿ ಚರ್ಚೆ ನಡೆಯಿತು. ಮೈಸೂರು ಯಾದವಗಿರಿ ವಿವೇಕಾನಂದ ರಸ್ತೆಯ ಮೈಸೂರು ಗ್ರಾಹಕರ ಪರಿಷತ್ (ಮೈಗ್ರಾಪ) ಕಚೇರಿಯಲ್ಲಿ 'ಮೈಸೂರಿನ ರಸ್ತೆ ಮತ್ತು ಫುಟ್‌ಪಾತ್ ಅವ್ಯವಸ್ಥೆ ಕುರಿತು' ಹಮ್ಮಿಕೊಂಡಿದ್ದ ಸಭೆಯಲ್ಲಿ ಮೈಸೂರು ನಗರ ಪಾಲಿಕೆ ಇಂಜಿನಿಯರ್ ವಿಭಾಗದ ಎಕ್ಸಿಕ್ಯುಟಿವ್ ಎಂಜಿನಿಯರ್ ಶ್ರೀನಿವಾಸ್ ಅವರ ಸಮ್ಮುಖದಲ್ಲಿ ಬಿರುಸಿನ ಚರ್ಚೆ ನಡೆಯಿತು. ಮೈಸೂರಿನ ಕೆಆರ್‌ಎಸ್ ರಸ್ತೆಯ ರಾಯಲ್ ಇನ್ ಜಂಕ್ಷನ್ ಬಳಿ ಮಂಗಳವಾರ ಮಹಿಳೆಯೊಬ್ಬರು [206, 450, 366, 574]
movie-row-name: ರಾಜಮೃತ್ಯು (ಕ) [656, 374, 690, 383]
dks-photo-caption: ಕೆಪಿಸಿಸಿ ಅಧ್ಯಕ್ಷರೂ ಆದ ಉಪಮುಖ್ಯಮಂತ್ರಿ ಡಿ.ಕೆ.ಶಿವಕುಮಾರ್ ಅವರನ್ನು ಮೈಸೂರಿನ ಕಾಂಗ್ರೆಸ್ ಮುಖಂಡರು ಸ್ವಾಗತಿಸಿದರು. [667, 1341, 889, 1359]
theatre-name-row [652, 169, 895, 181]
divider [294, 582, 295, 908]
lead-body-col-1: ಮೈಸೂರು, ಆ.10(ಎಸ್‌ಬಿಡಿ)- ಮೈಸೂರಿನ ಪ್ರಮುಖ ರಸ್ತೆ ಮತ್ತು ವೃತ್ತದಲ್ಲಿ ಫುಟ್‌ಪಾತ್ ಅತಿಕ್ರಮಣ, ರಸ್ತೆಯಲ್ಲಿ ಅಲ್ಲಲ್ಲಿ ಬಿದ್ದಿರುವ ಗುಂಡಿಗಳಿಂದಾಗಿ ವಾಹನ ಸವಾರರು, ಪಾದಚಾರಿಗಳು ಪ್ರಾಣವನ್ನು ಕೈಯಲ್ಲಿ ಹಿಡಿದು ಓಡಾಡುವಂತಾಗಿದೆ. ಮೈಸೂರು ನಗರ ಪಾಲಿಕೆ ಜನರ ಪ್ರಾಣದ ಜೊತೆ ಚೆಲ್ಲಾಟವಾಡುತ್ತಿದೆ ಎಂದು ಮೈಸೂರು ಗ್ರಾಹಕರ ಪರಿಷತ್ ಸಭೆಯಲ್ಲಿ ಬಿಸಿಬಿಸಿ ಚರ್ಚೆ ನಡೆಯಿತು. ಮೈಸೂರು ಯಾದವಗಿರಿ ವಿವೇಕಾನಂದ ರಸ್ತೆಯ ಮೈಸೂರು ಗ್ರಾಹಕರ ಪರಿಷತ್ (ಮೈಗ್ರಾಪ) ಕಚೇರಿಯಲ್ಲಿ 'ಮೈಸೂರಿನ ರಸ್ತೆ ಮತ್ತು ಫುಟ್‌ಪಾತ್ ಅವ್ಯವಸ್ಥೆ ಕುರಿತು' ಹಮ್ಮಿಕೊಂಡಿದ್ದ ಸಭೆಯಲ್ಲಿ ಮೈಸೂರು ನಗರ ಪಾಲಿಕೆ ಇಂಜಿನಿಯರ್ ವಿಭಾಗದ ಎಕ್ಸಿಕ್ಯುಟಿವ್ ಎಂಜಿನಿಯರ್ ಶ್ರೀನಿವಾಸ್ ಅವರ ಸಮ್ಮುಖದಲ್ಲಿ ಬಿರುಸಿನ ಚರ್ಚೆ ನಡೆಯಿತು. ಮೈಸೂರಿನ ಕೆಆರ್‌ಎಸ್ ರಸ್ತೆಯ ರಾಯಲ್ ಇನ್ ಜಂಕ್ಷನ್ ಬಳಿ ಮಂಗಳವಾರ ಮಹಿಳೆಯೊಬ್ಬರು ರಸ್ತೆ ಗುಂಡಿಗೆ ಬಿದ್ದು ತಿವ್ರವಾಗಿ ಗಾಯಗೊಂಡಿದ್ದರು. ಈ ಹಿನ್ನೆಲೆಯಲ್ಲಿ ಸದಸ್ಯರು ಪಾಲಿಕೆ ಅಧಿಕಾರಿಗಳ ವಿರುದ್ಧ ಅಸಮಾಧಾನ ವ್ಯಕ್ತಪಡಿಸಿದರು. ಮೈಗ್ರಾಪ ಕಾರ್ಯದರ್ಶಿ ಮಾತನಾಡಿ, ನಗರದ ಪ್ರಮುಖ ರಸ್ತೆಗಳಲ್ಲಿ ವ್ಯಾಪಾರಿಗಳು ಫುಟ್‌ಪಾತ್ ಒತ್ತುವರಿ ಮಾಡಿಕೊಂಡಿದ್ದು ಪಾದಚಾರಿಗಳು ರಸ್ತೆಯಲ್ಲೇ ನಡೆಯಬೇಕಾದ ಅನಿವಾರ್ಯತೆ ಎದುರಾಗಿದೆ. ಇದರಿಂದ ಅಪಘಾತಗಳು ಹೆಚ್ಚುತ್ತಿವೆ. ಪಾಲಿಕೆ ಕೂಡಲೇ ಕ್ರಮ ಕೈಗೊಳ್ಳಬೇಕು ಎಂದು ಒತ್ತಾಯಿಸಿದರು. ನಗರದ ರಸ್ತೆಗಳ ದುರಸ್ತಿಗೆ 2.5 ಕೋಟಿ ರೂ. ಅನುದಾನ ಮಂಜೂರಾಗಿದೆ. ಮಳೆ ನಿಂತ ಕೂಡಲೇ ಗುಂಡಿ ಮುಚ್ಚುವ ಕಾಮಗಾರಿ ಆರಂಭಿಸಲಾಗುವುದು ಎಂದು ಶ್ರೀನಿವಾಸ್ ತಿಳಿಸಿದರು. ಫುಟ್‌ಪಾತ್ ಒತ್ತುವರಿ ತೆರವು ಕಾರ್ಯಾಚರಣೆ ನಡೆಸಲಾಗುವುದು ಎಂದು ಭರವಸೆ ನೀಡಿದರು. ಹೆಲ್ಮೆಟ್ ಧರಿಸದೇ ವಾಹನ ಚಾಲನೆ, ಸಿಗ್ನಲ್ ಜಂಪ್ ಮುಂತಾದ ನಿಯಮ ಉಲ್ಲಂಘನೆ ವಿರುದ್ಧವೂ ಕ್ರಮ ಅಗತ್ಯ ಎಂದು ಸದಸ್ಯರು ಅಭಿಪ್ರಾಯಪಟ್ಟರು. [50, 176, 202, 456]
movie-row-name: ಲಿಡೋ [656, 306, 672, 315]
pvr-title: ಪಿವಿಆರ್ ಸಿನಿಮಾಸ್ [729, 753, 793, 764]
movie-row-info: 4 ಪ್ರದರ್ಶನಗಳು [856, 156, 891, 165]
tips-box-title: ಮೈಗ್ರಾಹಕ ಸದಸ್ಯರ ಸಲಹೆಗಳು [538, 176, 646, 192]
lead-photo [206, 196, 534, 424]
elephant-figure [180, 1008, 412, 1238]
mvc-title: ಮೈಸೂರು ವಿಷನ್ ಸಿನಿಮಾ [729, 654, 814, 665]
drc-listing-line: ಸಂ.6ಕ್ಕೆ, ರಾ.7.10ಕ್ಕೆ, ಯುನೈಟೆಡ್ ಕಿಂಗ್ಡಮ್ ಆಫ್ ಕೇರಳ (ಮ) ರಾ.10.20ಕ್ಕೆ [661, 471, 894, 483]
issue-date: ಸೋಮವಾರ 11 ಆಗಸ್ಟ್ 2025 [760, 60, 896, 74]
movie-row-name: ಮಹಾವತಾರ ನರಸಿಂಹ (ಕ) [656, 129, 713, 138]
movie-row-info: 4 ಪ್ರದರ್ಶನಗಳು [856, 292, 891, 301]
